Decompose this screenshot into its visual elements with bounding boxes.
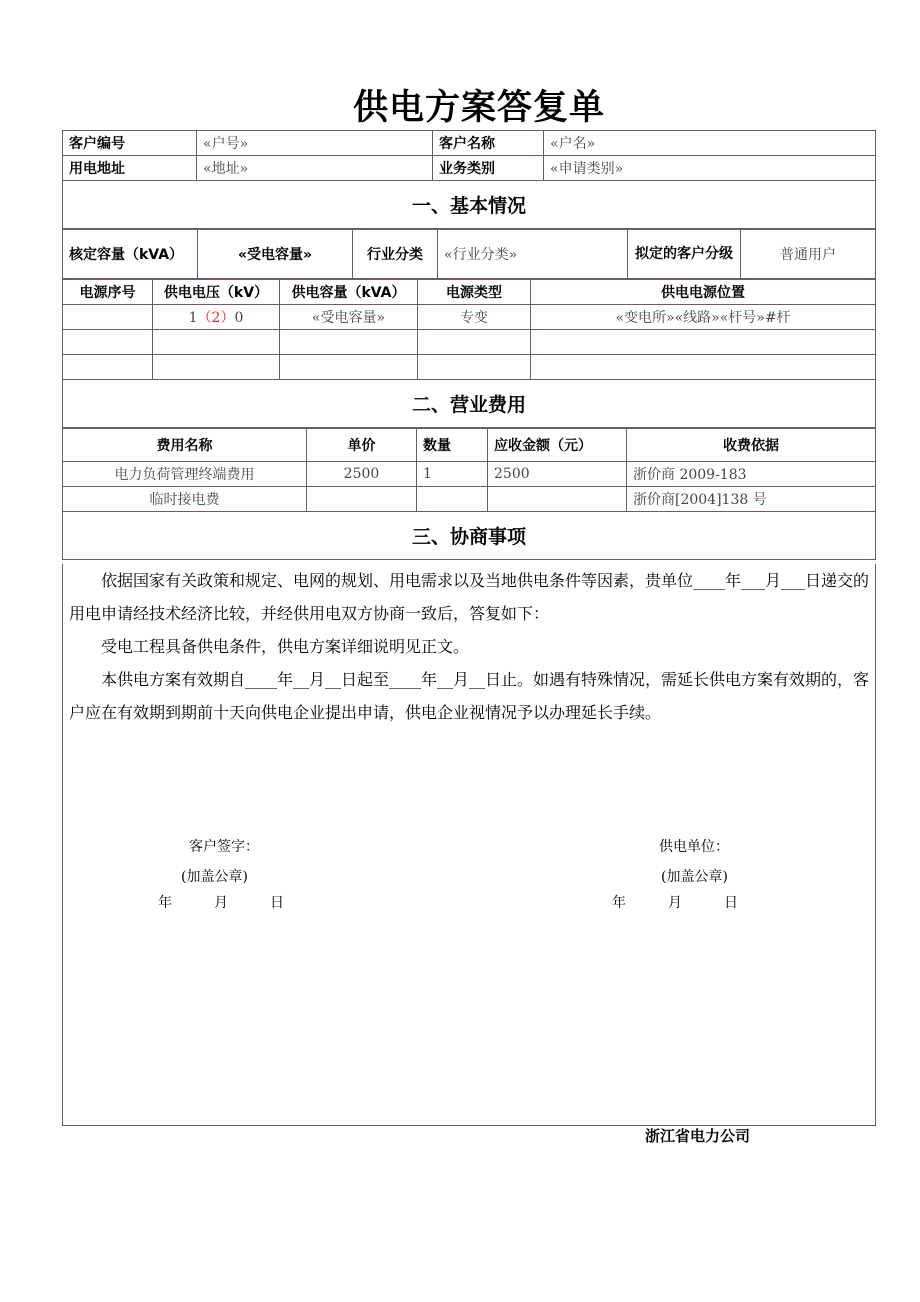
- business-type-label: 业务类别: [433, 156, 544, 181]
- address-label: 用电地址: [63, 156, 197, 181]
- fee-name: 临时接电费: [63, 487, 307, 512]
- supplier-sign-label: 供电单位：: [659, 839, 729, 855]
- empty-cell: [63, 355, 153, 380]
- source-type: 专变: [418, 305, 531, 330]
- address: «地址»: [197, 156, 433, 181]
- paragraph-conditions: 受电工程具备供电条件，供电方案详细说明见正文。: [101, 637, 470, 656]
- empty-cell: [63, 330, 153, 355]
- form-frame: [62, 130, 876, 1126]
- customer-no-label: 客户编号: [63, 131, 197, 156]
- empty-cell: [531, 355, 876, 380]
- empty-cell: [280, 330, 418, 355]
- industry: «行业分类»: [438, 230, 628, 279]
- empty-cell: [531, 330, 876, 355]
- header-source-no: 电源序号: [63, 280, 153, 305]
- basis: 浙价商 2009-183: [627, 462, 876, 487]
- unit-price: 2500: [307, 462, 417, 487]
- fee-name: 电力负荷管理终端费用: [63, 462, 307, 487]
- supplier-seal: (加盖公章): [661, 869, 728, 885]
- basic-info-table: [62, 229, 876, 279]
- empty-cell: [418, 355, 531, 380]
- customer-info-table: [62, 130, 876, 229]
- grade: 普通用户: [741, 230, 876, 279]
- company-name: 浙江省电力公司: [645, 1127, 751, 1145]
- negotiation-body: [62, 564, 876, 1126]
- amount: [488, 487, 627, 512]
- section2-title: 二、营业费用: [63, 380, 876, 428]
- customer-date: 年 月 日: [158, 895, 284, 911]
- empty-cell: [280, 355, 418, 380]
- header-location: 供电电源位置: [531, 280, 876, 305]
- capacity-label: 核定容量（kVA）: [63, 230, 198, 279]
- voltage-part: 0: [234, 310, 244, 326]
- customer-no: «户号»: [197, 131, 433, 156]
- capacity: «受电容量»: [198, 230, 353, 279]
- page-title: 供电方案答复单: [352, 88, 605, 128]
- supplier-date: 年 月 日: [612, 895, 738, 911]
- quantity: [417, 487, 488, 512]
- voltage: [153, 305, 280, 330]
- section3-title: 三、协商事项: [63, 512, 876, 560]
- header-fee-name: 费用名称: [63, 429, 307, 462]
- empty-cell: [418, 330, 531, 355]
- section1-title: 一、基本情况: [63, 181, 876, 229]
- header-source-type: 电源类型: [418, 280, 531, 305]
- header-capacity: 供电容量（kVA）: [280, 280, 418, 305]
- header-voltage: 供电电压（kV）: [153, 280, 280, 305]
- source-capacity: «受电容量»: [280, 305, 418, 330]
- customer-seal: (加盖公章): [181, 869, 248, 885]
- source-no: [63, 305, 153, 330]
- customer-sign-label: 客户签字：: [189, 839, 259, 855]
- customer-name-label: 客户名称: [433, 131, 544, 156]
- header-quantity: 数量: [417, 429, 488, 462]
- basis: 浙价商[2004]138 号: [627, 487, 876, 512]
- grade-label: 拟定的客户分级: [628, 230, 741, 279]
- paragraph-basis: 依据国家有关政策和规定、电网的规划、用电需求以及当地供电条件等因素，贵单位____年___月___日递交的用电申请经技术经济比较，并经供用电双方协商一致后，答复如下：: [69, 571, 870, 623]
- source-location: «变电所»«线路»«杆号»#杆: [531, 305, 876, 330]
- fee-table: [62, 428, 876, 560]
- industry-label: 行业分类: [353, 230, 438, 279]
- empty-cell: [153, 355, 280, 380]
- business-type: «申请类别»: [544, 156, 876, 181]
- empty-cell: [153, 330, 280, 355]
- table-row: [63, 487, 876, 512]
- customer-name: «户名»: [544, 131, 876, 156]
- table-row: [63, 462, 876, 487]
- header-amount: 应收金额（元）: [488, 429, 627, 462]
- header-basis: 收费依据: [627, 429, 876, 462]
- voltage-part: 1: [188, 310, 198, 326]
- amount: 2500: [488, 462, 627, 487]
- voltage-option: （2）: [197, 310, 235, 326]
- quantity: 1: [417, 462, 488, 487]
- unit-price: [307, 487, 417, 512]
- header-unit-price: 单价: [307, 429, 417, 462]
- paragraph-validity: 本供电方案有效期自____年__月__日起至____年__月__日止。如遇有特殊情况，需延长供电方案有效期的，客户应在有效期到期前十天向供电企业提出申请，供电企业视情况予以办理延长手续。: [69, 670, 870, 722]
- power-source-table: [62, 279, 876, 428]
